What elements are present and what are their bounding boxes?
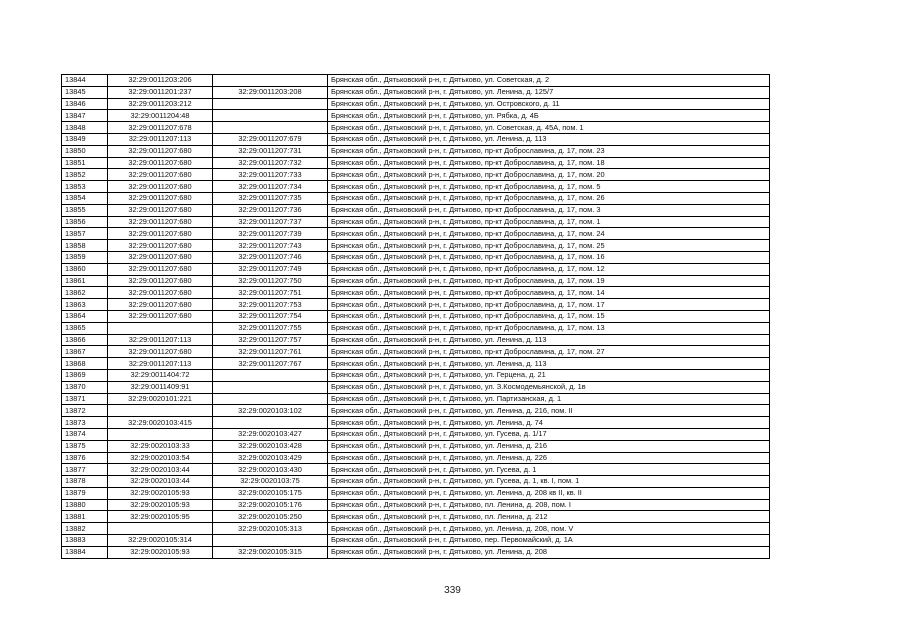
- address-cell: Брянская обл., Дятьковский р-н, г. Дятьково, пр-кт Доброславина, д. 17, пом. 3: [328, 204, 770, 216]
- row-number-cell: 13866: [62, 334, 108, 346]
- related-cadastral-number-cell: [213, 110, 328, 122]
- address-cell: Брянская обл., Дятьковский р-н, г. Дятьково, пр-кт Доброславина, д. 17, пом. 5: [328, 181, 770, 193]
- cadastral-number-cell: 32:29:0011207:680: [108, 204, 213, 216]
- cadastral-number-cell: 32:29:0011207:113: [108, 133, 213, 145]
- cadastral-number-cell: 32:29:0020103:33: [108, 440, 213, 452]
- table-row: [62, 334, 770, 346]
- address-cell: Брянская обл., Дятьковский р-н, г. Дятьково, пр-кт Доброславина, д. 17, пом. 15: [328, 310, 770, 322]
- related-cadastral-number-cell: [213, 369, 328, 381]
- related-cadastral-number-cell: [213, 75, 328, 87]
- row-number-cell: 13856: [62, 216, 108, 228]
- address-cell: Брянская обл., Дятьковский р-н, г. Дятьково, ул. Ленина, д. 113: [328, 133, 770, 145]
- cadastral-number-cell: 32:29:0011404:72: [108, 369, 213, 381]
- cadastral-number-cell: 32:29:0020105:93: [108, 499, 213, 511]
- table-row: [62, 511, 770, 523]
- address-cell: Брянская обл., Дятьковский р-н, г. Дятьково, пр-кт Доброславина, д. 17, пом. 19: [328, 275, 770, 287]
- table-row: [62, 381, 770, 393]
- related-cadastral-number-cell: 32:29:0011207:750: [213, 275, 328, 287]
- related-cadastral-number-cell: 32:29:0011207:734: [213, 181, 328, 193]
- address-cell: Брянская обл., Дятьковский р-н, г. Дятьково, ул. Советская, д. 45А, пом. 1: [328, 122, 770, 134]
- address-cell: Брянская обл., Дятьковский р-н, г. Дятьково, пр-кт Доброславина, д. 17, пом. 23: [328, 145, 770, 157]
- row-number-cell: 13876: [62, 452, 108, 464]
- cadastral-number-cell: 32:29:0011207:680: [108, 216, 213, 228]
- cadastral-number-cell: 32:29:0011207:680: [108, 145, 213, 157]
- address-cell: Брянская обл., Дятьковский р-н, г. Дятьково, ул. Советская, д. 2: [328, 75, 770, 87]
- table-row: [62, 216, 770, 228]
- address-cell: Брянская обл., Дятьковский р-н, г. Дятьково, пр-кт Доброславина, д. 17, пом. 16: [328, 251, 770, 263]
- row-number-cell: 13871: [62, 393, 108, 405]
- table-row: [62, 369, 770, 381]
- table-row: [62, 204, 770, 216]
- related-cadastral-number-cell: 32:29:0020105:313: [213, 523, 328, 535]
- related-cadastral-number-cell: 32:29:0020105:175: [213, 487, 328, 499]
- related-cadastral-number-cell: 32:29:0011207:753: [213, 299, 328, 311]
- row-number-cell: 13844: [62, 75, 108, 87]
- cadastral-number-cell: 32:29:0011207:680: [108, 169, 213, 181]
- address-cell: Брянская обл., Дятьковский р-н, г. Дятьково, ул. Гусева, д. 1: [328, 464, 770, 476]
- cadastral-number-cell: 32:29:0011203:212: [108, 98, 213, 110]
- address-cell: Брянская обл., Дятьковский р-н, г. Дятьково, пр-кт Доброславина, д. 17, пом. 13: [328, 322, 770, 334]
- table-row: [62, 299, 770, 311]
- cadastral-number-cell: 32:29:0011207:113: [108, 334, 213, 346]
- row-number-cell: 13857: [62, 228, 108, 240]
- row-number-cell: 13858: [62, 240, 108, 252]
- row-number-cell: 13853: [62, 181, 108, 193]
- related-cadastral-number-cell: 32:29:0011207:746: [213, 251, 328, 263]
- cadastral-number-cell: 32:29:0011207:680: [108, 287, 213, 299]
- row-number-cell: 13873: [62, 417, 108, 429]
- table-row: [62, 358, 770, 370]
- address-cell: Брянская обл., Дятьковский р-н, г. Дятьково, ул. Островского, д. 11: [328, 98, 770, 110]
- table-row: [62, 263, 770, 275]
- registry-table: [61, 74, 770, 559]
- cadastral-number-cell: 32:29:0011207:680: [108, 251, 213, 263]
- address-cell: Брянская обл., Дятьковский р-н, г. Дятьково, пр-кт Доброславина, д. 17, пом. 25: [328, 240, 770, 252]
- related-cadastral-number-cell: 32:29:0020103:427: [213, 428, 328, 440]
- address-cell: Брянская обл., Дятьковский р-н, г. Дятьково, ул. Ленина, д. 208 кв II, кв. II: [328, 487, 770, 499]
- row-number-cell: 13868: [62, 358, 108, 370]
- related-cadastral-number-cell: 32:29:0011207:731: [213, 145, 328, 157]
- row-number-cell: 13848: [62, 122, 108, 134]
- table-row: [62, 535, 770, 547]
- cadastral-number-cell: 32:29:0020103:44: [108, 476, 213, 488]
- address-cell: Брянская обл., Дятьковский р-н, г. Дятьково, ул. Ленина, д. 74: [328, 417, 770, 429]
- table-row: [62, 275, 770, 287]
- related-cadastral-number-cell: 32:29:0020105:176: [213, 499, 328, 511]
- row-number-cell: 13862: [62, 287, 108, 299]
- row-number-cell: 13846: [62, 98, 108, 110]
- cadastral-number-cell: 32:29:0020101:221: [108, 393, 213, 405]
- cadastral-number-cell: 32:29:0011207:680: [108, 275, 213, 287]
- table-row: [62, 405, 770, 417]
- related-cadastral-number-cell: 32:29:0011207:736: [213, 204, 328, 216]
- row-number-cell: 13865: [62, 322, 108, 334]
- table-row: [62, 487, 770, 499]
- table-row: [62, 192, 770, 204]
- related-cadastral-number-cell: 32:29:0020105:250: [213, 511, 328, 523]
- row-number-cell: 13875: [62, 440, 108, 452]
- cadastral-number-cell: [108, 405, 213, 417]
- row-number-cell: 13884: [62, 546, 108, 558]
- related-cadastral-number-cell: 32:29:0011207:733: [213, 169, 328, 181]
- table-row: [62, 122, 770, 134]
- related-cadastral-number-cell: [213, 417, 328, 429]
- table-row: [62, 499, 770, 511]
- row-number-cell: 13883: [62, 535, 108, 547]
- related-cadastral-number-cell: 32:29:0020103:428: [213, 440, 328, 452]
- row-number-cell: 13860: [62, 263, 108, 275]
- address-cell: Брянская обл., Дятьковский р-н, г. Дятьково, ул. Ленина, д. 113: [328, 358, 770, 370]
- cadastral-number-cell: 32:29:0020103:54: [108, 452, 213, 464]
- address-cell: Брянская обл., Дятьковский р-н, г. Дятьково, ул. Ленина, д. 216: [328, 440, 770, 452]
- cadastral-number-cell: 32:29:0020105:314: [108, 535, 213, 547]
- address-cell: Брянская обл., Дятьковский р-н, г. Дятьково, пр-кт Доброславина, д. 17, пом. 18: [328, 157, 770, 169]
- address-cell: Брянская обл., Дятьковский р-н, г. Дятьково, ул. Ленина, д. 208: [328, 546, 770, 558]
- cadastral-number-cell: 32:29:0020105:93: [108, 546, 213, 558]
- table-row: [62, 228, 770, 240]
- row-number-cell: 13874: [62, 428, 108, 440]
- cadastral-number-cell: 32:29:0020105:95: [108, 511, 213, 523]
- table-row: [62, 322, 770, 334]
- row-number-cell: 13878: [62, 476, 108, 488]
- related-cadastral-number-cell: [213, 98, 328, 110]
- table-row: [62, 133, 770, 145]
- cadastral-number-cell: 32:29:0020103:44: [108, 464, 213, 476]
- cadastral-number-cell: 32:29:0020105:93: [108, 487, 213, 499]
- address-cell: Брянская обл., Дятьковский р-н, г. Дятьково, ул. Герцена, д. 21: [328, 369, 770, 381]
- related-cadastral-number-cell: 32:29:0011207:751: [213, 287, 328, 299]
- address-cell: Брянская обл., Дятьковский р-н, г. Дятьково, пр-кт Доброславина, д. 17, пом. 26: [328, 192, 770, 204]
- related-cadastral-number-cell: 32:29:0011207:749: [213, 263, 328, 275]
- row-number-cell: 13870: [62, 381, 108, 393]
- cadastral-number-cell: 32:29:0011203:206: [108, 75, 213, 87]
- cadastral-number-cell: 32:29:0011207:680: [108, 192, 213, 204]
- cadastral-number-cell: [108, 428, 213, 440]
- address-cell: Брянская обл., Дятьковский р-н, г. Дятьково, пл. Ленина, д. 208, пом. I: [328, 499, 770, 511]
- address-cell: Брянская обл., Дятьковский р-н, г. Дятьково, ул. Ленина, д. 113: [328, 334, 770, 346]
- table-row: [62, 251, 770, 263]
- table-row: [62, 546, 770, 558]
- address-cell: Брянская обл., Дятьковский р-н, г. Дятьково, ул. Гусева, д. 1, кв. I, пом. 1: [328, 476, 770, 488]
- row-number-cell: 13864: [62, 310, 108, 322]
- table-row: [62, 310, 770, 322]
- address-cell: Брянская обл., Дятьковский р-н, г. Дятьково, пер. Первомайский, д. 1А: [328, 535, 770, 547]
- address-cell: Брянская обл., Дятьковский р-н, г. Дятьково, пл. Ленина, д. 212: [328, 511, 770, 523]
- row-number-cell: 13882: [62, 523, 108, 535]
- related-cadastral-number-cell: [213, 381, 328, 393]
- cadastral-number-cell: 32:29:0011207:678: [108, 122, 213, 134]
- row-number-cell: 13855: [62, 204, 108, 216]
- related-cadastral-number-cell: 32:29:0020103:75: [213, 476, 328, 488]
- address-cell: Брянская обл., Дятьковский р-н, г. Дятьково, пр-кт Доброславина, д. 17, пом. 27: [328, 346, 770, 358]
- table-row: [62, 169, 770, 181]
- table-row: [62, 86, 770, 98]
- address-cell: Брянская обл., Дятьковский р-н, г. Дятьково, ул. Гусева, д. 1/17: [328, 428, 770, 440]
- related-cadastral-number-cell: 32:29:0020103:102: [213, 405, 328, 417]
- row-number-cell: 13850: [62, 145, 108, 157]
- related-cadastral-number-cell: 32:29:0011207:754: [213, 310, 328, 322]
- table-row: [62, 145, 770, 157]
- related-cadastral-number-cell: 32:29:0011207:743: [213, 240, 328, 252]
- related-cadastral-number-cell: 32:29:0020103:430: [213, 464, 328, 476]
- address-cell: Брянская обл., Дятьковский р-н, г. Дятьково, пр-кт Доброславина, д. 17, пом. 12: [328, 263, 770, 275]
- related-cadastral-number-cell: 32:29:0011207:737: [213, 216, 328, 228]
- row-number-cell: 13852: [62, 169, 108, 181]
- address-cell: Брянская обл., Дятьковский р-н, г. Дятьково, ул. Ленина, д. 216, пом. II: [328, 405, 770, 417]
- table-row: [62, 157, 770, 169]
- address-cell: Брянская обл., Дятьковский р-н, г. Дятьково, пр-кт Доброславина, д. 17, пом. 20: [328, 169, 770, 181]
- related-cadastral-number-cell: [213, 535, 328, 547]
- table-row: [62, 523, 770, 535]
- cadastral-number-cell: 32:29:0011207:680: [108, 157, 213, 169]
- related-cadastral-number-cell: 32:29:0020103:429: [213, 452, 328, 464]
- table-row: [62, 75, 770, 87]
- table-row: [62, 428, 770, 440]
- row-number-cell: 13861: [62, 275, 108, 287]
- cadastral-number-cell: 32:29:0020103:415: [108, 417, 213, 429]
- row-number-cell: 13863: [62, 299, 108, 311]
- related-cadastral-number-cell: 32:29:0011207:735: [213, 192, 328, 204]
- address-cell: Брянская обл., Дятьковский р-н, г. Дятьково, пр-кт Доброславина, д. 17, пом. 14: [328, 287, 770, 299]
- address-cell: Брянская обл., Дятьковский р-н, г. Дятьково, ул. Рябка, д. 4Б: [328, 110, 770, 122]
- table-row: [62, 452, 770, 464]
- row-number-cell: 13881: [62, 511, 108, 523]
- table-row: [62, 346, 770, 358]
- cadastral-number-cell: 32:29:0011207:113: [108, 358, 213, 370]
- row-number-cell: 13879: [62, 487, 108, 499]
- table-row: [62, 110, 770, 122]
- row-number-cell: 13859: [62, 251, 108, 263]
- address-cell: Брянская обл., Дятьковский р-н, г. Дятьково, пр-кт Доброславина, д. 17, пом. 17: [328, 299, 770, 311]
- related-cadastral-number-cell: 32:29:0011207:761: [213, 346, 328, 358]
- related-cadastral-number-cell: 32:29:0020105:315: [213, 546, 328, 558]
- cadastral-number-cell: [108, 523, 213, 535]
- related-cadastral-number-cell: 32:29:0011207:755: [213, 322, 328, 334]
- cadastral-number-cell: 32:29:0011409:91: [108, 381, 213, 393]
- table-row: [62, 98, 770, 110]
- row-number-cell: 13872: [62, 405, 108, 417]
- row-number-cell: 13849: [62, 133, 108, 145]
- related-cadastral-number-cell: 32:29:0011207:739: [213, 228, 328, 240]
- cadastral-number-cell: 32:29:0011207:680: [108, 346, 213, 358]
- address-cell: Брянская обл., Дятьковский р-н, г. Дятьково, ул. Ленина, д. 208, пом. V: [328, 523, 770, 535]
- page-number: 339: [444, 585, 461, 596]
- cadastral-number-cell: 32:29:0011207:680: [108, 228, 213, 240]
- address-cell: Брянская обл., Дятьковский р-н, г. Дятьково, ул. Ленина, д. 226: [328, 452, 770, 464]
- row-number-cell: 13880: [62, 499, 108, 511]
- cadastral-number-cell: 32:29:0011207:680: [108, 181, 213, 193]
- table-row: [62, 417, 770, 429]
- cadastral-number-cell: [108, 322, 213, 334]
- cadastral-number-cell: 32:29:0011207:680: [108, 299, 213, 311]
- row-number-cell: 13869: [62, 369, 108, 381]
- cadastral-number-cell: 32:29:0011207:680: [108, 240, 213, 252]
- row-number-cell: 13867: [62, 346, 108, 358]
- row-number-cell: 13877: [62, 464, 108, 476]
- address-cell: Брянская обл., Дятьковский р-н, г. Дятьково, пр-кт Доброславина, д. 17, пом. 24: [328, 228, 770, 240]
- related-cadastral-number-cell: 32:29:0011207:679: [213, 133, 328, 145]
- table-row: [62, 464, 770, 476]
- table-row: [62, 287, 770, 299]
- cadastral-number-cell: 32:29:0011204:48: [108, 110, 213, 122]
- address-cell: Брянская обл., Дятьковский р-н, г. Дятьково, ул. Ленина, д. 125/7: [328, 86, 770, 98]
- table-row: [62, 181, 770, 193]
- related-cadastral-number-cell: [213, 122, 328, 134]
- row-number-cell: 13845: [62, 86, 108, 98]
- row-number-cell: 13851: [62, 157, 108, 169]
- registry-table-body: [62, 75, 770, 559]
- related-cadastral-number-cell: [213, 393, 328, 405]
- cadastral-number-cell: 32:29:0011201:237: [108, 86, 213, 98]
- row-number-cell: 13854: [62, 192, 108, 204]
- related-cadastral-number-cell: 32:29:0011203:208: [213, 86, 328, 98]
- related-cadastral-number-cell: 32:29:0011207:732: [213, 157, 328, 169]
- related-cadastral-number-cell: 32:29:0011207:757: [213, 334, 328, 346]
- cadastral-number-cell: 32:29:0011207:680: [108, 310, 213, 322]
- row-number-cell: 13847: [62, 110, 108, 122]
- table-row: [62, 240, 770, 252]
- related-cadastral-number-cell: 32:29:0011207:767: [213, 358, 328, 370]
- address-cell: Брянская обл., Дятьковский р-н, г. Дятьково, ул. З.Космодемьянской, д. 1в: [328, 381, 770, 393]
- cadastral-number-cell: 32:29:0011207:680: [108, 263, 213, 275]
- table-row: [62, 440, 770, 452]
- table-row: [62, 393, 770, 405]
- address-cell: Брянская обл., Дятьковский р-н, г. Дятьково, пр-кт Доброславина, д. 17, пом. 1: [328, 216, 770, 228]
- address-cell: Брянская обл., Дятьковский р-н, г. Дятьково, ул. Партизанская, д. 1: [328, 393, 770, 405]
- table-row: [62, 476, 770, 488]
